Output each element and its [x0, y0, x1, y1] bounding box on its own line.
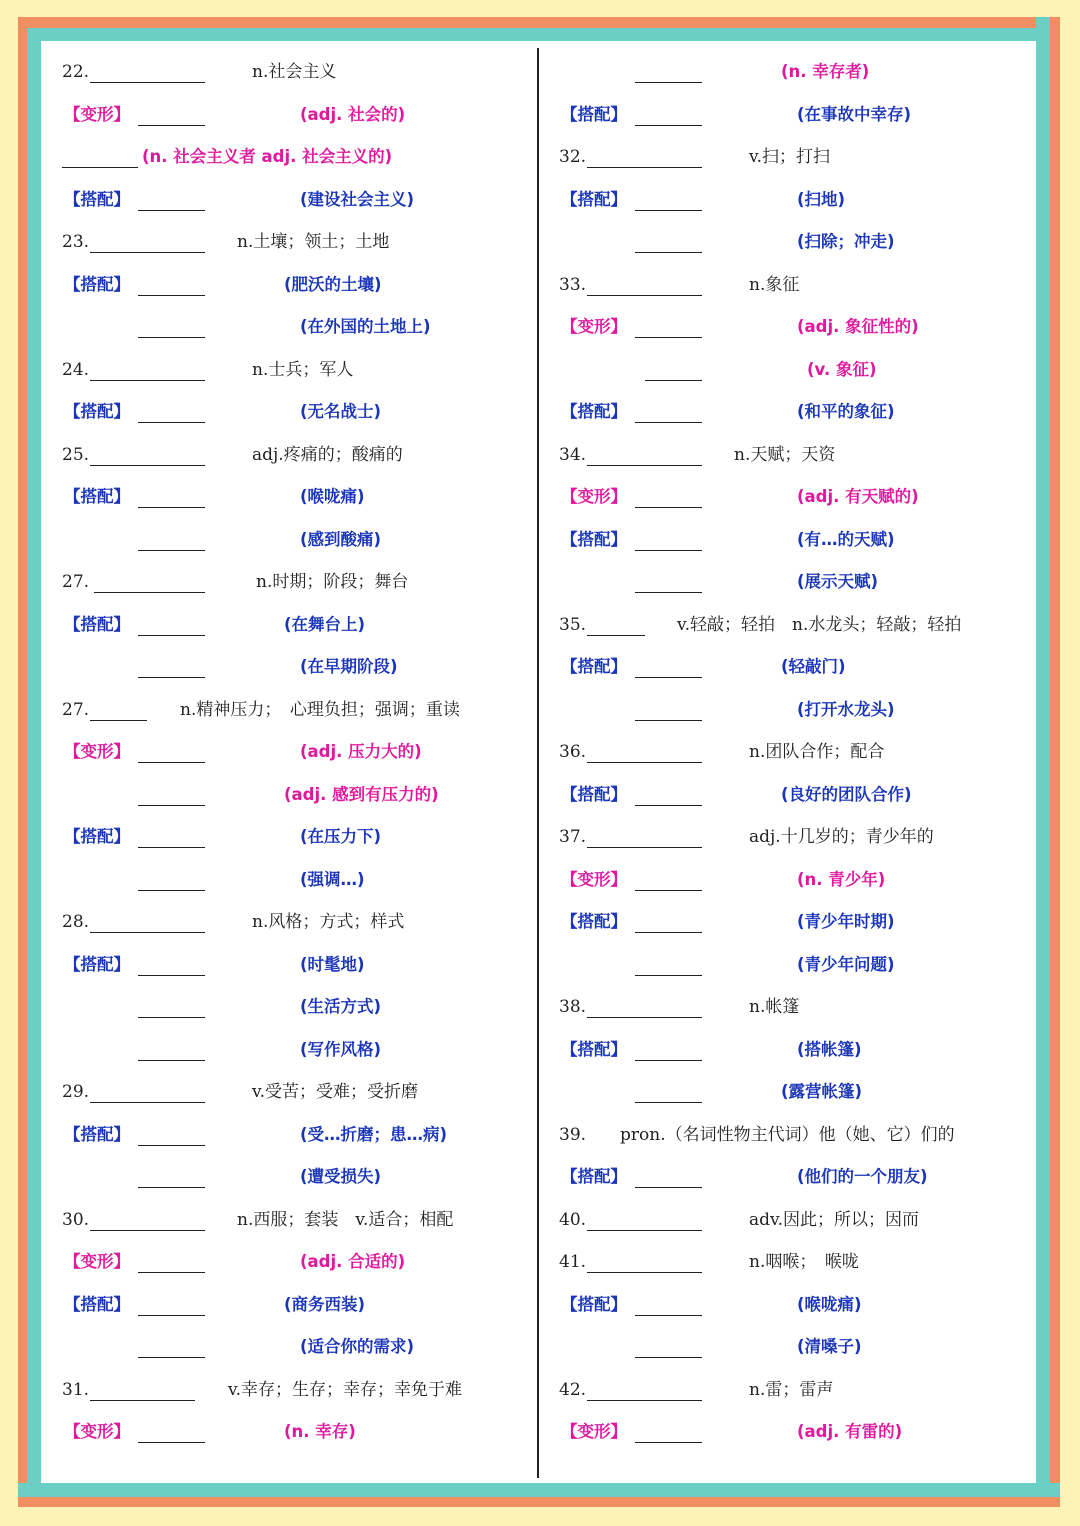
answer-blank[interactable]: [587, 465, 702, 466]
collocation-tag: 【搭配】: [561, 1039, 627, 1059]
entry-number: 40.: [559, 1209, 587, 1230]
answer-blank[interactable]: [635, 592, 702, 593]
sub-item-row: [62, 604, 532, 647]
sub-item-row: [62, 306, 532, 349]
answer-blank[interactable]: [635, 720, 702, 721]
answer-blank[interactable]: [138, 762, 205, 763]
answer-blank[interactable]: [138, 1060, 205, 1061]
answer-blank[interactable]: [90, 1102, 205, 1103]
hint-phrase: (青少年时期): [797, 912, 895, 931]
answer-blank[interactable]: [635, 805, 702, 806]
hint-phrase: (在舞台上): [284, 614, 366, 634]
hint-phrase: (轻敲门): [781, 657, 846, 676]
vocab-entry-row: [559, 816, 1024, 859]
sub-item-row: [559, 1071, 1024, 1114]
variant-tag: 【变形】: [64, 742, 130, 761]
collocation-tag: 【搭配】: [561, 1294, 627, 1314]
entry-number: 38.: [559, 997, 587, 1017]
answer-blank[interactable]: [138, 847, 205, 848]
entry-number: 41.: [559, 1252, 587, 1272]
sub-item-row: [62, 774, 532, 817]
sub-item-row: [62, 1241, 532, 1284]
sub-item-row: [62, 944, 532, 987]
hint-phrase: (adj. 感到有压力的): [284, 784, 439, 804]
answer-blank[interactable]: [90, 252, 205, 253]
entry-meaning: n.雷；雷声: [749, 1379, 834, 1400]
answer-blank[interactable]: [62, 167, 138, 168]
hint-phrase: (扫除；冲走): [797, 232, 895, 251]
sub-item-row: [62, 391, 532, 434]
hint-phrase: (adj. 象征性的): [797, 317, 919, 336]
sub-item-row: [62, 859, 532, 902]
entry-number: 35.: [559, 614, 587, 635]
hint-phrase: (n. 幸存): [284, 1422, 356, 1441]
vocab-entry-row: [559, 1241, 1024, 1284]
collocation-tag: 【搭配】: [64, 827, 130, 846]
sub-item-row: [62, 1411, 532, 1454]
answer-blank[interactable]: [138, 1357, 205, 1358]
sub-item-row: [62, 1114, 532, 1157]
collocation-tag: 【搭配】: [561, 912, 627, 931]
sub-item-row: [62, 476, 532, 519]
sub-item-row: [62, 136, 532, 179]
entry-number: 23.: [62, 232, 90, 252]
entry-number: 29.: [62, 1082, 90, 1102]
hint-phrase: (和平的象征): [797, 402, 895, 421]
sub-item-row: [559, 179, 1024, 222]
sub-item-row: [62, 731, 532, 774]
hint-phrase: (生活方式): [300, 997, 382, 1016]
entry-meaning: n.土壤；领土；土地: [237, 232, 390, 252]
answer-blank[interactable]: [138, 337, 205, 338]
sub-item-row: [559, 1156, 1024, 1199]
frame-stripe-teal-bottom: [18, 1483, 1060, 1497]
collocation-tag: 【搭配】: [64, 487, 130, 506]
hint-phrase: (肥沃的土壤): [284, 274, 382, 294]
entry-number: 27.: [62, 699, 90, 720]
answer-blank[interactable]: [587, 295, 702, 296]
answer-blank[interactable]: [635, 507, 702, 508]
entry-number: 30.: [62, 1209, 90, 1230]
frame-stripe-orange-bottom: [18, 1497, 1060, 1507]
entry-meaning: v.幸存；生存；幸存；幸免于难: [228, 1379, 462, 1400]
variant-tag: 【变形】: [561, 487, 627, 506]
entry-number: 36.: [559, 742, 587, 762]
vocab-entry-row: [559, 731, 1024, 774]
frame-stripe-teal-top: [18, 28, 1060, 41]
entry-meaning: v.轻敲；轻拍 n.水龙头；轻敲；轻拍: [677, 614, 962, 635]
vocab-entry-row: [62, 1071, 532, 1114]
variant-tag: 【变形】: [561, 317, 627, 336]
entry-number: 27.: [62, 572, 90, 592]
sub-item-row: [559, 349, 1024, 392]
hint-phrase: (写作风格): [300, 1039, 382, 1059]
answer-blank[interactable]: [90, 720, 147, 721]
entry-number: 42.: [559, 1379, 587, 1400]
entry-number: 24.: [62, 359, 90, 380]
frame-stripe-teal-left: [27, 28, 41, 1507]
answer-blank[interactable]: [90, 82, 205, 83]
answer-blank[interactable]: [138, 422, 205, 423]
entry-meaning: n.帐篷: [749, 997, 800, 1017]
variant-tag: 【变形】: [64, 1252, 130, 1271]
entry-number: 34.: [559, 444, 587, 465]
vocab-entry-row: [559, 1369, 1024, 1412]
vocab-entry-row: [62, 1199, 532, 1242]
entry-number: 39.: [559, 1124, 587, 1145]
answer-blank[interactable]: [587, 1400, 702, 1401]
answer-blank[interactable]: [635, 1442, 702, 1443]
answer-blank[interactable]: [90, 1230, 205, 1231]
answer-blank[interactable]: [635, 125, 702, 126]
entry-number: 37.: [559, 827, 587, 847]
entry-number: 25.: [62, 444, 90, 465]
answer-blank[interactable]: [90, 1400, 195, 1401]
answer-blank[interactable]: [138, 677, 205, 678]
sub-item-row: [62, 1029, 532, 1072]
sub-item-row: [62, 1156, 532, 1199]
sub-item-row: [62, 646, 532, 689]
entry-meaning: n.时期；阶段；舞台: [256, 572, 409, 592]
hint-phrase: (adj. 社会的): [300, 104, 406, 124]
sub-item-row: [559, 944, 1024, 987]
hint-phrase: (他们的一个朋友): [797, 1167, 928, 1186]
collocation-tag: 【搭配】: [64, 402, 130, 421]
hint-phrase: (遭受损失): [300, 1167, 382, 1186]
hint-phrase: (扫地): [797, 189, 846, 209]
entry-meaning: n.精神压力； 心理负担；强调；重读: [180, 699, 460, 720]
answer-blank[interactable]: [138, 507, 205, 508]
frame-stripe-orange-top: [18, 17, 1060, 28]
answer-blank[interactable]: [90, 380, 205, 381]
answer-blank[interactable]: [138, 890, 205, 891]
sub-item-row: [559, 901, 1024, 944]
entry-meaning: n.西服；套装 v.适合；相配: [237, 1209, 454, 1230]
answer-blank[interactable]: [635, 975, 702, 976]
answer-blank[interactable]: [635, 890, 702, 891]
sub-item-row: [62, 179, 532, 222]
collocation-tag: 【搭配】: [64, 614, 130, 634]
hint-phrase: (清嗓子): [797, 1337, 862, 1356]
vocab-entry-row: [559, 1114, 1024, 1157]
entry-meaning: adj.十几岁的；青少年的: [749, 827, 934, 847]
entry-meaning: adj.疼痛的；酸痛的: [252, 444, 403, 465]
answer-blank[interactable]: [138, 210, 205, 211]
answer-blank[interactable]: [645, 380, 702, 381]
answer-blank[interactable]: [138, 1145, 205, 1146]
hint-phrase: (搭帐篷): [797, 1039, 862, 1059]
variant-tag: 【变形】: [64, 104, 130, 124]
hint-phrase: (n. 社会主义者 adj. 社会主义的): [142, 147, 393, 166]
answer-blank[interactable]: [138, 635, 205, 636]
answer-blank[interactable]: [635, 422, 702, 423]
hint-phrase: (青少年问题): [797, 954, 895, 974]
sub-item-row: [559, 1411, 1024, 1454]
answer-blank[interactable]: [635, 932, 702, 933]
sub-item-row: [62, 1284, 532, 1327]
answer-blank[interactable]: [635, 252, 702, 253]
hint-phrase: (感到酸痛): [300, 529, 382, 549]
hint-phrase: (n. 幸存者): [781, 62, 870, 81]
sub-item-row: [559, 689, 1024, 732]
vocab-entry-row: [559, 434, 1024, 477]
frame-stripe-orange-left: [18, 17, 27, 1507]
hint-phrase: (在早期阶段): [300, 657, 398, 676]
answer-blank[interactable]: [587, 1272, 702, 1273]
sub-item-row: [62, 94, 532, 137]
answer-blank[interactable]: [635, 82, 702, 83]
left-column: [62, 51, 532, 1454]
vocab-entry-row: [62, 51, 532, 94]
sub-item-row: [62, 816, 532, 859]
sub-item-row: [559, 1326, 1024, 1369]
entry-meaning: n.社会主义: [252, 62, 337, 82]
hint-phrase: (无名战士): [300, 402, 382, 421]
hint-phrase: (打开水龙头): [797, 699, 895, 719]
answer-blank[interactable]: [635, 677, 702, 678]
column-divider: [537, 48, 539, 1478]
entry-meaning: n.团队合作；配合: [749, 742, 885, 762]
entry-meaning: adv.因此；所以；因而: [749, 1209, 920, 1230]
frame-stripe-orange-right: [1050, 17, 1060, 1507]
sub-item-row: [62, 264, 532, 307]
answer-blank[interactable]: [90, 465, 205, 466]
collocation-tag: 【搭配】: [561, 1167, 627, 1186]
answer-blank[interactable]: [138, 975, 205, 976]
sub-item-row: [559, 391, 1024, 434]
vocab-entry-row: [559, 264, 1024, 307]
answer-blank[interactable]: [635, 1102, 702, 1103]
hint-phrase: (展示天赋): [797, 572, 879, 591]
answer-blank[interactable]: [94, 592, 205, 593]
answer-blank[interactable]: [635, 337, 702, 338]
answer-blank[interactable]: [138, 295, 205, 296]
vocab-entry-row: [62, 901, 532, 944]
vocab-entry-row: [559, 136, 1024, 179]
sub-item-row: [559, 51, 1024, 94]
sub-item-row: [559, 94, 1024, 137]
entry-meaning: v.扫；打扫: [749, 147, 830, 167]
entry-number: 22.: [62, 62, 90, 82]
hint-phrase: (商务西装): [284, 1294, 366, 1314]
answer-blank[interactable]: [587, 847, 702, 848]
hint-phrase: (建设社会主义): [300, 189, 415, 209]
sub-item-row: [559, 1284, 1024, 1327]
hint-phrase: (在压力下): [300, 827, 382, 846]
sub-item-row: [559, 646, 1024, 689]
entry-meaning: v.受苦；受难；受折磨: [252, 1082, 418, 1102]
collocation-tag: 【搭配】: [64, 274, 130, 294]
sub-item-row: [559, 306, 1024, 349]
answer-blank[interactable]: [587, 762, 702, 763]
answer-blank[interactable]: [90, 932, 205, 933]
right-column: [559, 51, 1024, 1454]
vocab-entry-row: [559, 604, 1024, 647]
hint-phrase: (时髦地): [300, 954, 365, 974]
collocation-tag: 【搭配】: [561, 784, 627, 804]
hint-phrase: (露营帐篷): [781, 1082, 863, 1101]
hint-phrase: (有…的天赋): [797, 529, 895, 549]
answer-blank[interactable]: [587, 1230, 702, 1231]
sub-item-row: [559, 476, 1024, 519]
sub-item-row: [559, 1029, 1024, 1072]
sub-item-row: [559, 859, 1024, 902]
answer-blank[interactable]: [635, 1187, 702, 1188]
entry-meaning: n.象征: [749, 274, 800, 295]
collocation-tag: 【搭配】: [64, 1124, 130, 1144]
hint-phrase: (adj. 合适的): [300, 1252, 406, 1271]
vocab-entry-row: [62, 689, 532, 732]
entry-meaning: n.咽喉； 喉咙: [749, 1252, 859, 1272]
answer-blank[interactable]: [138, 805, 205, 806]
answer-blank[interactable]: [635, 1315, 702, 1316]
sub-item-row: [62, 1326, 532, 1369]
answer-blank[interactable]: [635, 210, 702, 211]
vocab-entry-row: [62, 349, 532, 392]
vocab-entry-row: [62, 561, 532, 604]
collocation-tag: 【搭配】: [64, 1294, 130, 1314]
vocab-entry-row: [559, 1199, 1024, 1242]
answer-blank[interactable]: [138, 1187, 205, 1188]
entry-meaning: n.士兵；军人: [252, 359, 354, 380]
answer-blank[interactable]: [635, 550, 702, 551]
hint-phrase: (适合你的需求): [300, 1337, 415, 1356]
hint-phrase: (在事故中幸存): [797, 104, 912, 124]
hint-phrase: (良好的团队合作): [781, 784, 912, 804]
hint-phrase: (v. 象征): [807, 359, 877, 379]
hint-phrase: (强调…): [300, 869, 365, 889]
variant-tag: 【变形】: [64, 1422, 130, 1441]
vocab-entry-row: [62, 434, 532, 477]
collocation-tag: 【搭配】: [561, 402, 627, 421]
collocation-tag: 【搭配】: [561, 529, 627, 549]
sub-item-row: [559, 519, 1024, 562]
sub-item-row: [559, 774, 1024, 817]
entry-meaning: n.风格；方式；样式: [252, 912, 405, 932]
entry-number: 28.: [62, 912, 90, 932]
entry-number: 33.: [559, 274, 587, 295]
entry-meaning: pron.（名词性物主代词）他（她、它）们的: [620, 1124, 955, 1145]
sub-item-row: [62, 986, 532, 1029]
sub-item-row: [559, 221, 1024, 264]
answer-blank[interactable]: [138, 1017, 205, 1018]
hint-phrase: (adj. 压力大的): [300, 742, 422, 761]
answer-blank[interactable]: [138, 1442, 205, 1443]
collocation-tag: 【搭配】: [561, 657, 627, 676]
vocab-entry-row: [62, 221, 532, 264]
answer-blank[interactable]: [635, 1060, 702, 1061]
variant-tag: 【变形】: [561, 869, 627, 889]
entry-number: 32.: [559, 147, 587, 167]
hint-phrase: (受…折磨；患…病): [300, 1124, 448, 1144]
sub-item-row: [559, 561, 1024, 604]
answer-blank[interactable]: [587, 1017, 702, 1018]
vocab-entry-row: [62, 1369, 532, 1412]
hint-phrase: (n. 青少年): [797, 869, 886, 889]
answer-blank[interactable]: [138, 550, 205, 551]
answer-blank[interactable]: [587, 635, 645, 636]
hint-phrase: (adj. 有天赋的): [797, 487, 919, 506]
hint-phrase: (喉咙痛): [797, 1294, 862, 1314]
frame-stripe-teal-right: [1036, 17, 1050, 1507]
collocation-tag: 【搭配】: [64, 954, 130, 974]
collocation-tag: 【搭配】: [561, 189, 627, 209]
answer-blank[interactable]: [138, 1315, 205, 1316]
collocation-tag: 【搭配】: [561, 104, 627, 124]
collocation-tag: 【搭配】: [64, 189, 130, 209]
sub-item-row: [62, 519, 532, 562]
hint-phrase: (在外国的土地上): [300, 317, 431, 336]
entry-number: 31.: [62, 1379, 90, 1400]
hint-phrase: (喉咙痛): [300, 487, 365, 506]
answer-blank[interactable]: [138, 1272, 205, 1273]
answer-blank[interactable]: [138, 125, 205, 126]
answer-blank[interactable]: [587, 167, 702, 168]
answer-blank[interactable]: [635, 1357, 702, 1358]
hint-phrase: (adj. 有雷的): [797, 1422, 903, 1441]
variant-tag: 【变形】: [561, 1422, 627, 1441]
vocab-entry-row: [559, 986, 1024, 1029]
entry-meaning: n.天赋；天资: [734, 444, 836, 465]
